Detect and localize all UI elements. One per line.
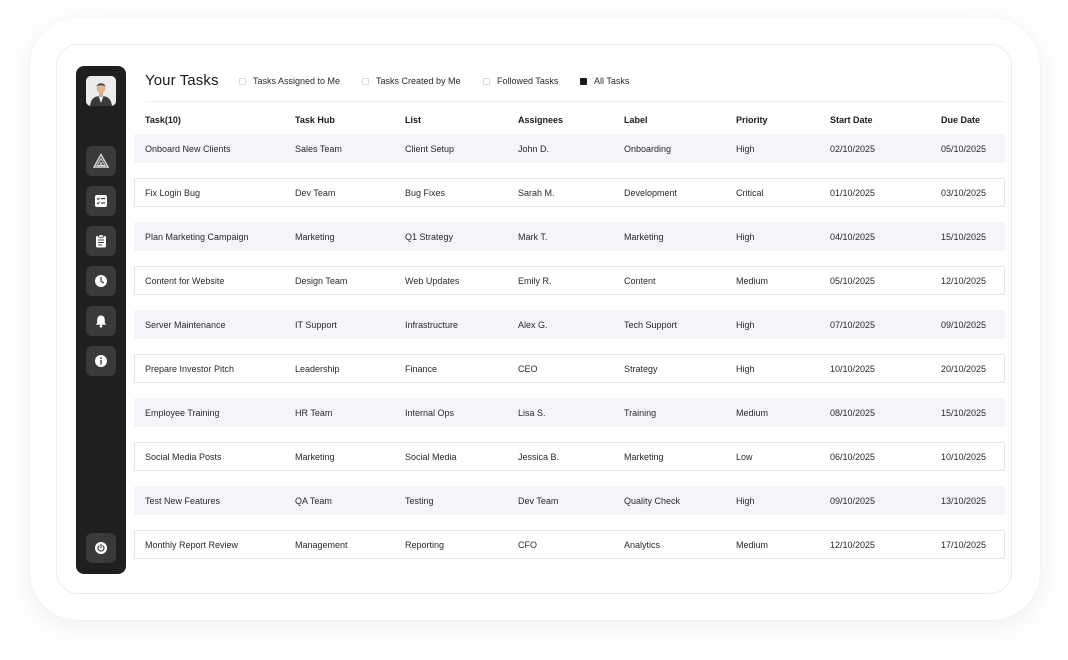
cell-priority: Critical <box>736 187 764 198</box>
column-header-start-date[interactable]: Start Date <box>830 115 873 125</box>
table-row[interactable] <box>134 442 1005 471</box>
cell-task-hub: Design Team <box>295 275 348 286</box>
header-divider <box>145 101 1005 102</box>
cell-assignees: CFO <box>518 539 537 550</box>
table-row[interactable] <box>134 266 1005 295</box>
cell-assignees: Emily R. <box>518 275 552 286</box>
cell-due-date: 10/10/2025 <box>941 451 987 462</box>
cell-start-date: 09/10/2025 <box>830 495 876 506</box>
cell-due-date: 12/10/2025 <box>941 275 987 286</box>
cell-priority: Medium <box>736 275 769 286</box>
cell-start-date: 08/10/2025 <box>830 407 876 418</box>
cell-task-hub: Dev Team <box>295 187 336 198</box>
cell-assignees: Alex G. <box>518 319 548 330</box>
cell-list: Finance <box>405 363 438 374</box>
clock-icon <box>94 274 108 288</box>
cell-label: Marketing <box>624 231 664 242</box>
cell-label: Tech Support <box>624 319 678 330</box>
table-row[interactable] <box>134 354 1005 383</box>
filter-label: All Tasks <box>594 76 630 86</box>
cell-priority: High <box>736 495 755 506</box>
pyramid-icon <box>93 153 109 169</box>
cell-start-date: 04/10/2025 <box>830 231 876 242</box>
cell-task: Onboard New Clients <box>145 143 231 154</box>
table-header <box>134 112 1005 128</box>
cell-task-hub: Marketing <box>295 451 335 462</box>
table-row[interactable] <box>134 178 1005 207</box>
clipboard-icon <box>94 234 108 248</box>
cell-assignees: Sarah M. <box>518 187 555 198</box>
column-header-priority[interactable]: Priority <box>736 115 768 125</box>
sidebar-item-history[interactable] <box>86 266 116 296</box>
table-row[interactable] <box>134 310 1005 339</box>
cell-label: Development <box>624 187 678 198</box>
table-row[interactable] <box>134 134 1005 163</box>
cell-priority: High <box>736 143 755 154</box>
cell-list: Q1 Strategy <box>405 231 454 242</box>
page-title: Your Tasks <box>145 72 219 89</box>
filter-label: Tasks Created by Me <box>376 76 461 86</box>
cell-due-date: 15/10/2025 <box>941 407 987 418</box>
cell-priority: High <box>736 319 755 330</box>
filter-checkbox[interactable] <box>580 78 587 85</box>
cell-list: Reporting <box>405 539 445 550</box>
avatar[interactable] <box>86 76 116 106</box>
checklist-icon <box>94 194 108 208</box>
table-row[interactable] <box>134 530 1005 559</box>
cell-start-date: 07/10/2025 <box>830 319 876 330</box>
cell-assignees: Lisa S. <box>518 407 546 418</box>
cell-assignees: John D. <box>518 143 550 154</box>
cell-label: Analytics <box>624 539 661 550</box>
cell-assignees: Mark T. <box>518 231 548 242</box>
cell-task-hub: Leadership <box>295 363 340 374</box>
power-icon <box>94 541 108 555</box>
cell-task-hub: Marketing <box>295 231 335 242</box>
cell-start-date: 10/10/2025 <box>830 363 876 374</box>
cell-task: Social Media Posts <box>145 451 222 462</box>
filter-label: Followed Tasks <box>497 76 559 86</box>
cell-start-date: 01/10/2025 <box>830 187 876 198</box>
cell-start-date: 02/10/2025 <box>830 143 876 154</box>
sidebar-item-notifications[interactable] <box>86 306 116 336</box>
cell-task: Monthly Report Review <box>145 539 239 550</box>
cell-priority: Medium <box>736 407 769 418</box>
cell-label: Training <box>624 407 657 418</box>
sidebar <box>76 66 126 574</box>
cell-task: Fix Login Bug <box>145 187 201 198</box>
cell-label: Strategy <box>624 363 658 374</box>
info-icon <box>94 354 108 368</box>
sidebar-item-notes[interactable] <box>86 226 116 256</box>
cell-list: Social Media <box>405 451 457 462</box>
column-header-task-hub[interactable]: Task Hub <box>295 115 335 125</box>
cell-due-date: 13/10/2025 <box>941 495 987 506</box>
cell-due-date: 15/10/2025 <box>941 231 987 242</box>
table-row[interactable] <box>134 222 1005 251</box>
filter-assigned-to-me[interactable] <box>239 76 340 86</box>
cell-priority: High <box>736 363 755 374</box>
cell-start-date: 12/10/2025 <box>830 539 876 550</box>
cell-list: Testing <box>405 495 434 506</box>
filter-checkbox[interactable] <box>362 78 369 85</box>
cell-task: Plan Marketing Campaign <box>145 231 249 242</box>
cell-due-date: 17/10/2025 <box>941 539 987 550</box>
filter-created-by-me[interactable] <box>362 76 461 86</box>
cell-task-hub: Management <box>295 539 348 550</box>
cell-list: Web Updates <box>405 275 460 286</box>
cell-due-date: 09/10/2025 <box>941 319 987 330</box>
cell-priority: Medium <box>736 539 769 550</box>
filter-checkbox[interactable] <box>483 78 490 85</box>
cell-task: Prepare Investor Pitch <box>145 363 235 374</box>
filter-all-tasks[interactable] <box>580 76 629 86</box>
cell-task-hub: IT Support <box>295 319 337 330</box>
filter-checkbox[interactable] <box>239 78 246 85</box>
filter-followed-tasks[interactable] <box>483 76 558 86</box>
cell-list: Bug Fixes <box>405 187 446 198</box>
cell-assignees: Jessica B. <box>518 451 560 462</box>
cell-assignees: Dev Team <box>518 495 559 506</box>
cell-task: Content for Website <box>145 275 225 286</box>
cell-list: Infrastructure <box>405 319 459 330</box>
sidebar-item-home[interactable] <box>86 146 116 176</box>
sidebar-item-info[interactable] <box>86 346 116 376</box>
column-header-list[interactable]: List <box>405 115 422 125</box>
cell-task: Employee Training <box>145 407 220 418</box>
column-header-due-date[interactable]: Due Date <box>941 115 981 125</box>
cell-list: Client Setup <box>405 143 455 154</box>
cell-due-date: 20/10/2025 <box>941 363 987 374</box>
sidebar-item-tasks[interactable] <box>86 186 116 216</box>
cell-priority: High <box>736 231 755 242</box>
table-row[interactable] <box>134 398 1005 427</box>
table-row[interactable] <box>134 486 1005 515</box>
cell-due-date: 03/10/2025 <box>941 187 987 198</box>
cell-task-hub: QA Team <box>295 495 332 506</box>
cell-label: Content <box>624 275 656 286</box>
cell-priority: Low <box>736 451 753 462</box>
cell-list: Internal Ops <box>405 407 455 418</box>
bell-icon <box>94 314 108 328</box>
cell-start-date: 06/10/2025 <box>830 451 876 462</box>
cell-label: Onboarding <box>624 143 672 154</box>
avatar-image <box>86 76 116 106</box>
column-header-task[interactable]: Task(10) <box>145 115 181 125</box>
cell-task: Test New Features <box>145 495 221 506</box>
cell-assignees: CEO <box>518 363 538 374</box>
column-header-label[interactable]: Label <box>624 115 648 125</box>
logout-button[interactable] <box>86 533 116 563</box>
cell-task-hub: HR Team <box>295 407 333 418</box>
page-header <box>145 66 1005 102</box>
cell-task: Server Maintenance <box>145 319 226 330</box>
cell-task-hub: Sales Team <box>295 143 342 154</box>
cell-due-date: 05/10/2025 <box>941 143 987 154</box>
cell-start-date: 05/10/2025 <box>830 275 876 286</box>
cell-label: Marketing <box>624 451 664 462</box>
column-header-assignees[interactable]: Assignees <box>518 115 564 125</box>
filter-label: Tasks Assigned to Me <box>253 76 341 86</box>
cell-label: Quality Check <box>624 495 681 506</box>
